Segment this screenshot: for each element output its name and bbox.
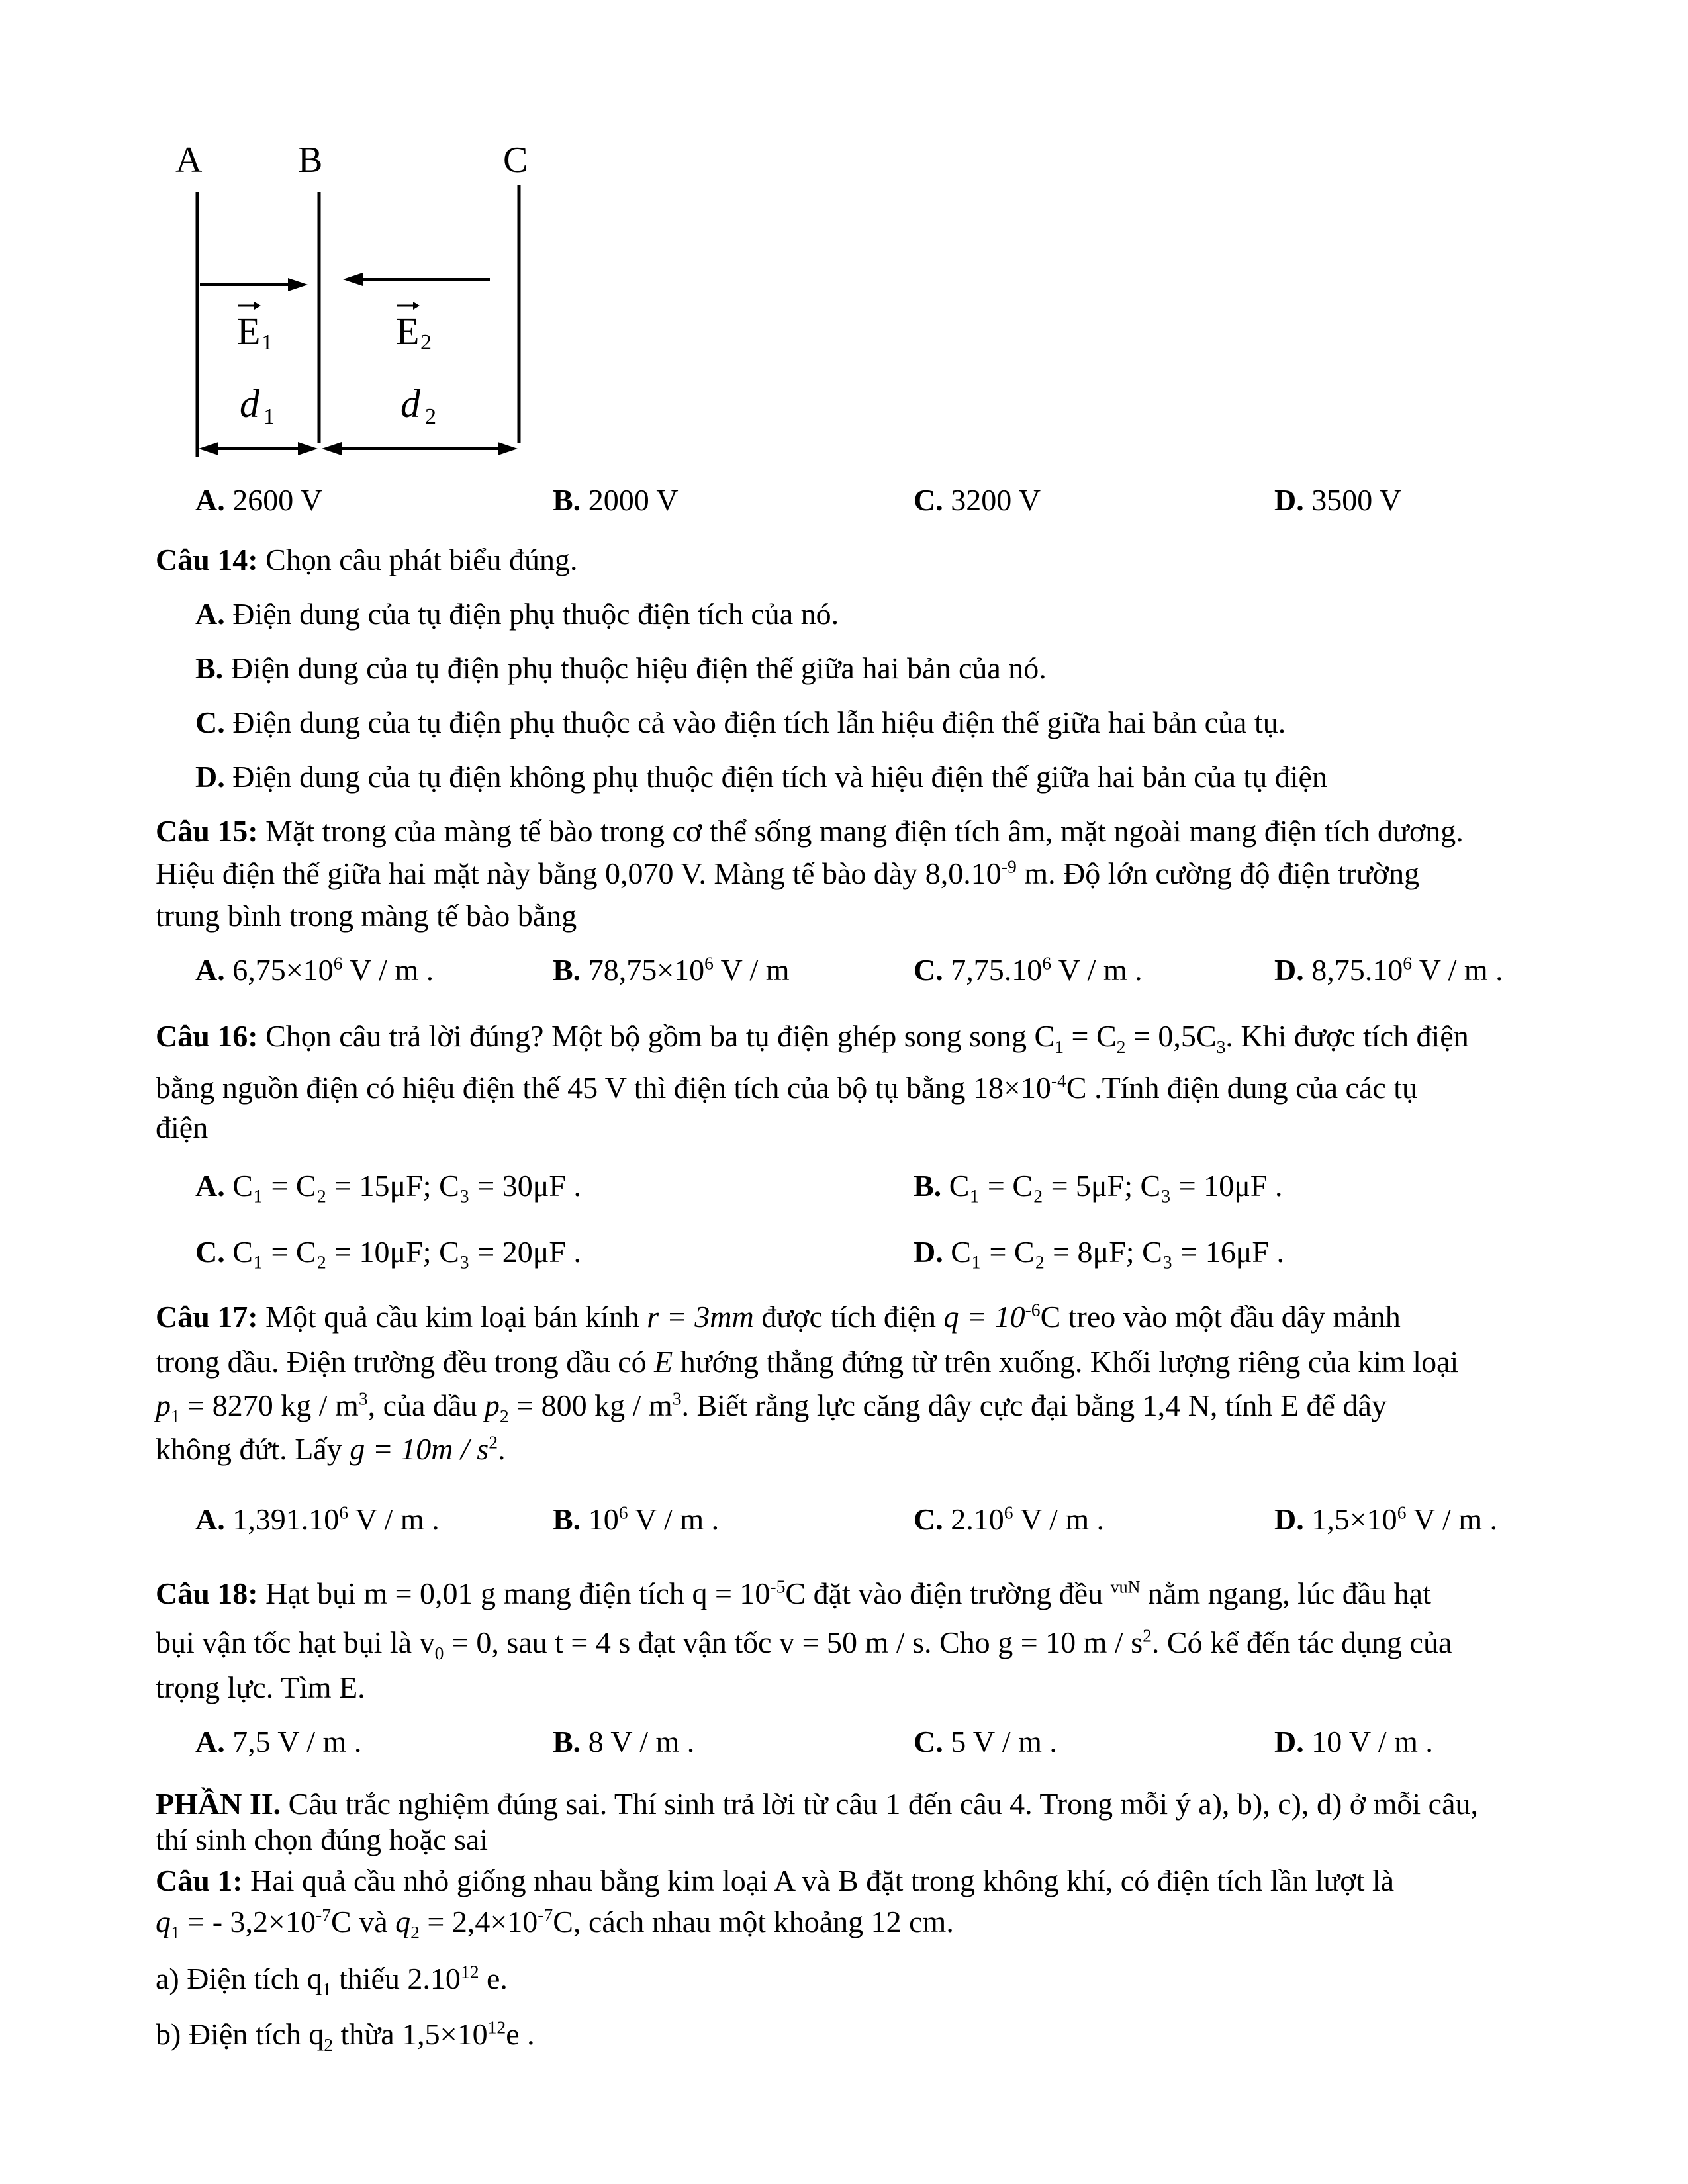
q17-option-a[interactable]: A. 1,391.10$^6$ V / m . [195, 1502, 440, 1536]
d1-subscript: 1 [263, 404, 275, 429]
d1-label: d [240, 382, 259, 426]
q15-option-a[interactable]: A. $6,75\times 10^6$ V / m . [195, 952, 434, 987]
q17-stem-line1: Câu 17: Một quả cầu kim loại bán kính r = 3mm được tích điện $q = 10^{-6}C$ treo vào một đầu dây mảnh [156, 1299, 1401, 1334]
q13-option-d[interactable]: D. 3500 V [1274, 483, 1402, 517]
d2-label: d [400, 382, 420, 426]
q16-option-b[interactable]: B. C₁ = C₂ = 5μF; C₃ = 10μF . [914, 1169, 1283, 1203]
q17-stem-line4: không đứt. Lấy $g = 10m / s^2$. [156, 1432, 506, 1466]
plate-label-b: B [298, 140, 323, 181]
q17-option-c[interactable]: C. 2.10$^6$ V / m . [914, 1502, 1105, 1536]
d2-arrowhead-left [322, 442, 342, 455]
e2-subscript: 2 [420, 330, 432, 355]
q13-option-a[interactable]: A. 2600 V [195, 483, 323, 517]
q13-option-c[interactable]: C. 3200 V [914, 483, 1041, 517]
p2q1-item-a[interactable]: a) Điện tích $q_1$ thiếu 2.10$^{12}$ e. [156, 1961, 508, 2000]
part2-heading-line1: PHẦN II. Câu trắc nghiệm đúng sai. Thí sinh trả lời từ câu 1 đến câu 4. Trong mỗi ý a), b), c), d) ở mỗi câu, [156, 1787, 1479, 1821]
q15-option-c[interactable]: C. 7,75.10$^6$ V / m . [914, 952, 1143, 987]
q18-option-a[interactable]: A. 7,5 V / m . [195, 1725, 362, 1758]
q16-stem-line2: bằng nguồn điện có hiệu điện thế 45 V thì điện tích của bộ tụ bằng $18\times 10^{-4}C$ .Tính điện dung của các tụ [156, 1070, 1418, 1105]
e2-label: E [396, 310, 420, 353]
e1-label: E [237, 310, 261, 353]
d1-arrowhead-left [199, 442, 218, 455]
q16-option-d[interactable]: D. C₁ = C₂ = 8μF; C₃ = 16μF . [914, 1235, 1284, 1269]
plate-label-a: A [175, 140, 203, 181]
e2-arrowhead [343, 273, 363, 286]
q14-option-a[interactable]: A. Điện dung của tụ điện phụ thuộc điện tích của nó. [195, 597, 839, 631]
q18-option-c[interactable]: C. 5 V / m . [914, 1725, 1057, 1758]
q16-option-a[interactable]: A. C₁ = C₂ = 15μF; C₃ = 30μF . [195, 1169, 581, 1203]
part2-heading-line2: thí sinh chọn đúng hoặc sai [156, 1823, 489, 1856]
q15-option-b[interactable]: B. $78,75\times 10^6$ V / m [553, 952, 790, 987]
q14-option-c[interactable]: C. Điện dung của tụ điện phụ thuộc cả vào điện tích lẫn hiệu điện thế giữa hai bản của tụ. [195, 705, 1286, 739]
q18-option-d[interactable]: D. 10 V / m . [1274, 1725, 1433, 1758]
q15-stem-line1: Câu 15: Mặt trong của màng tế bào trong cơ thể sống mang điện tích âm, mặt ngoài mang điện tích dương. [156, 814, 1464, 848]
q17-option-d[interactable]: D. $1,5\times 10^6$ V / m . [1274, 1502, 1498, 1536]
q15-stem-line2: Hiệu điện thế giữa hai mặt này bằng 0,070 V. Màng tế bào dày $8,0.10^{-9}$ m. Độ lớn cường độ điện trường [156, 856, 1420, 890]
q15-stem-line3: trung bình trong màng tế bào bằng [156, 899, 577, 933]
q17-stem-line3: $p_1 = 8270$ kg / $m^3$, của dầu $p_2 = 800$ kg / $m^3$. Biết rằng lực căng dây cực đại bằng 1,4 N, tính E để dây [156, 1388, 1387, 1427]
q18-stem-line2: bụi vận tốc hạt bụi là $v_0 = 0$, sau t = 4 s đạt vận tốc v = 50 m / s. Cho g = 10 m / $s^2$. Có kể đến tác dụng của [156, 1625, 1452, 1664]
q18-stem-line1: Câu 18: Hạt bụi m = 0,01 g mang điện tích $q = 10^{-5}C$ đặt vào điện trường đều $^{vuN}$ nằm ngang, lúc đầu hạt [156, 1576, 1431, 1610]
q17-stem-line2: trong dầu. Điện trường đều trong dầu có E hướng thẳng đứng từ trên xuống. Khối lượng riêng của kim loại [156, 1345, 1459, 1379]
p2q1-stem-line2: $q_1$ = - $3,2\times 10^{-7}C$ và $q_2 = 2,4\times 10^{-7}C$, cách nhau một khoảng 12 cm. [156, 1904, 954, 1943]
q17-option-b[interactable]: B. $10^6$ V / m . [553, 1502, 720, 1536]
e1-arrowhead [288, 278, 308, 291]
q14-option-d[interactable]: D. Điện dung của tụ điện không phụ thuộc điện tích và hiệu điện thế giữa hai bản của tụ điện [195, 760, 1327, 794]
q16-stem-line3: điện [156, 1111, 209, 1144]
e1-subscript: 1 [261, 330, 273, 355]
p2q1-stem-line1: Câu 1: Hai quả cầu nhỏ giống nhau bằng kim loại A và B đặt trong không khí, có điện tích lần lượt là [156, 1864, 1395, 1897]
q16-option-c[interactable]: C. C₁ = C₂ = 10μF; C₃ = 20μF . [195, 1235, 581, 1269]
q16-stem-line1: Câu 16: Chọn câu trả lời đúng? Một bộ gồm ba tụ điện ghép song song $C_1 = C_2 = 0,5C_3$. Khi được tích điện [156, 1019, 1469, 1058]
d1-arrowhead-right [298, 442, 318, 455]
e1-vector-tip [254, 302, 261, 310]
q13-option-b[interactable]: B. 2000 V [553, 483, 679, 517]
d2-arrowhead-right [498, 442, 518, 455]
q15-option-d[interactable]: D. 8,75.10$^6$ V / m . [1274, 952, 1503, 987]
plate-label-c: C [503, 140, 528, 181]
q14-stem: Câu 14: Chọn câu phát biểu đúng. [156, 543, 578, 576]
e2-vector-tip [413, 302, 420, 310]
capacitor-plates-figure [165, 132, 549, 470]
d2-subscript: 2 [425, 404, 436, 429]
q18-option-b[interactable]: B. 8 V / m . [553, 1725, 695, 1758]
q18-stem-line3: trọng lực. Tìm E. [156, 1670, 365, 1704]
q14-option-b[interactable]: B. Điện dung của tụ điện phụ thuộc hiệu điện thế giữa hai bản của nó. [195, 651, 1047, 685]
p2q1-item-b[interactable]: b) Điện tích $q_2$ thừa $1,5\times 10^{12}e$ . [156, 2017, 535, 2056]
